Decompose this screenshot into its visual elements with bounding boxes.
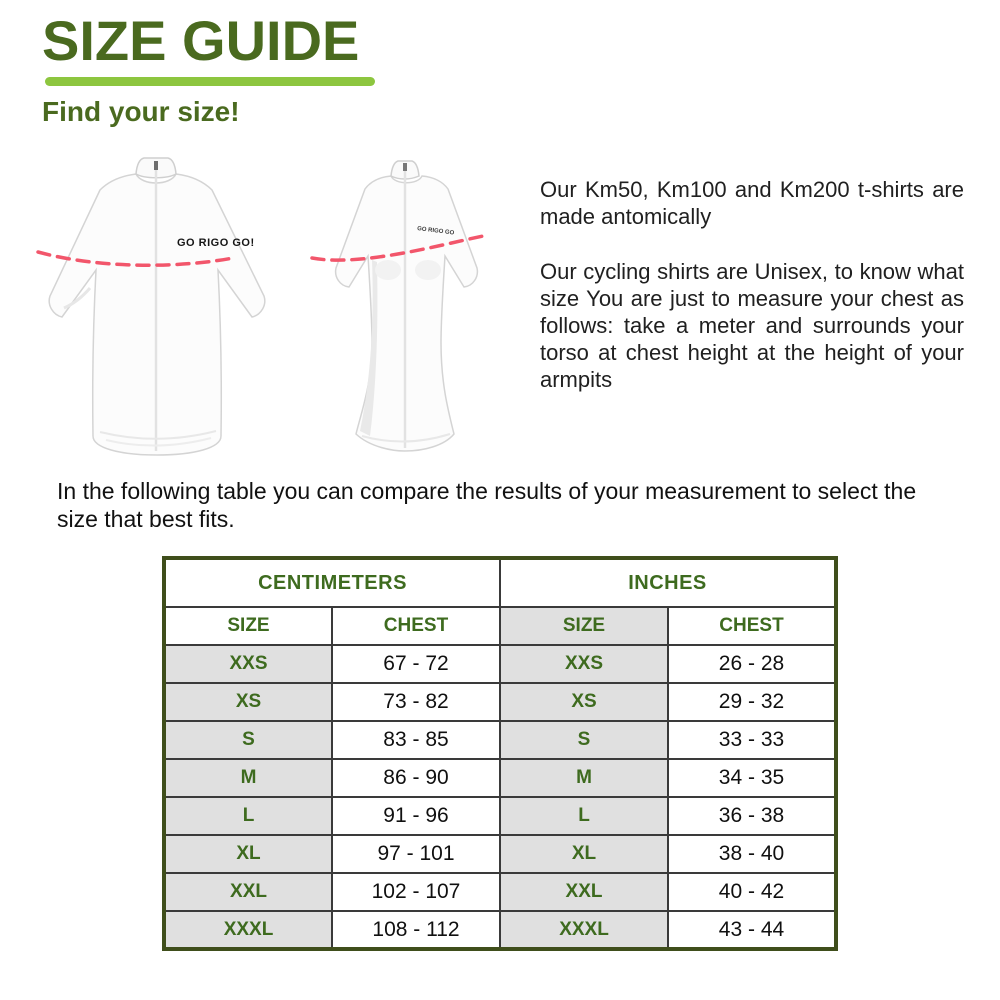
size-cell-cm: XXL [164,873,332,911]
womens-jersey-logo: GO RIGO GO [416,226,455,237]
mens-zipper-pull [154,161,158,170]
womens-bust-shading-right [415,260,441,280]
chest-cell-in: 33 - 33 [668,721,836,759]
col-header-chest-cm: CHEST [332,607,500,645]
size-cell-cm: XXXL [164,911,332,949]
page-subtitle: Find your size! [42,96,240,127]
size-cell-in: S [500,721,668,759]
chest-cell-cm: 91 - 96 [332,797,500,835]
table-row [164,911,836,949]
chest-cell-in: 40 - 42 [668,873,836,911]
chest-cell-in: 36 - 38 [668,797,836,835]
chest-cell-in: 26 - 28 [668,645,836,683]
col-header-chest-in: CHEST [668,607,836,645]
mens-jersey-image [38,158,265,455]
womens-jersey-body [336,176,478,451]
chest-cell-cm: 86 - 90 [332,759,500,797]
chest-cell-cm: 102 - 107 [332,873,500,911]
title-underline [45,77,375,86]
size-cell-in: XXXL [500,911,668,949]
size-cell-in: XXS [500,645,668,683]
chest-cell-cm: 83 - 85 [332,721,500,759]
table-row [164,835,836,873]
size-cell-in: M [500,759,668,797]
intro-paragraph-1: Our Km50, Km100 and Km200 t-shirts are made antomically [540,177,964,229]
chest-cell-in: 34 - 35 [668,759,836,797]
chest-cell-in: 43 - 44 [668,911,836,949]
table-note: In the following table you can compare the results of your measurement to select the size that best fits. [57,478,917,532]
size-cell-cm: M [164,759,332,797]
womens-jersey-image [312,161,483,451]
table-group-header-row [164,558,836,607]
intro-text-column [540,176,964,421]
intro-paragraph-2: Our cycling shirts are Unisex, to know what size You are just to measure your chest as follows: take a meter and surrounds your torso at chest height at the height of your armpits [540,259,964,392]
table-row [164,721,836,759]
chest-cell-cm: 67 - 72 [332,645,500,683]
chest-cell-in: 38 - 40 [668,835,836,873]
group-header-inches: INCHES [500,558,836,607]
size-cell-cm: XS [164,683,332,721]
size-cell-in: L [500,797,668,835]
table-row [164,683,836,721]
size-cell-in: XL [500,835,668,873]
size-cell-cm: L [164,797,332,835]
col-header-size-in: SIZE [500,607,668,645]
jersey-images [20,148,520,473]
table-column-header-row [164,607,836,645]
chest-cell-cm: 97 - 101 [332,835,500,873]
chest-cell-cm: 73 - 82 [332,683,500,721]
size-cell-cm: S [164,721,332,759]
mens-jersey-logo: GO RIGO GO! [177,237,255,249]
col-header-size-cm: SIZE [164,607,332,645]
size-cell-in: XXL [500,873,668,911]
size-cell-cm: XXS [164,645,332,683]
chest-cell-cm: 108 - 112 [332,911,500,949]
womens-zipper-pull [403,163,407,171]
chest-cell-in: 29 - 32 [668,683,836,721]
table-row [164,797,836,835]
group-header-centimeters: CENTIMETERS [164,558,500,607]
table-row [164,873,836,911]
womens-bust-shading-left [375,260,401,280]
page-title: SIZE GUIDE [42,9,360,72]
size-cell-in: XS [500,683,668,721]
table-row [164,759,836,797]
table-row [164,645,836,683]
size-cell-cm: XL [164,835,332,873]
size-table [162,556,838,951]
